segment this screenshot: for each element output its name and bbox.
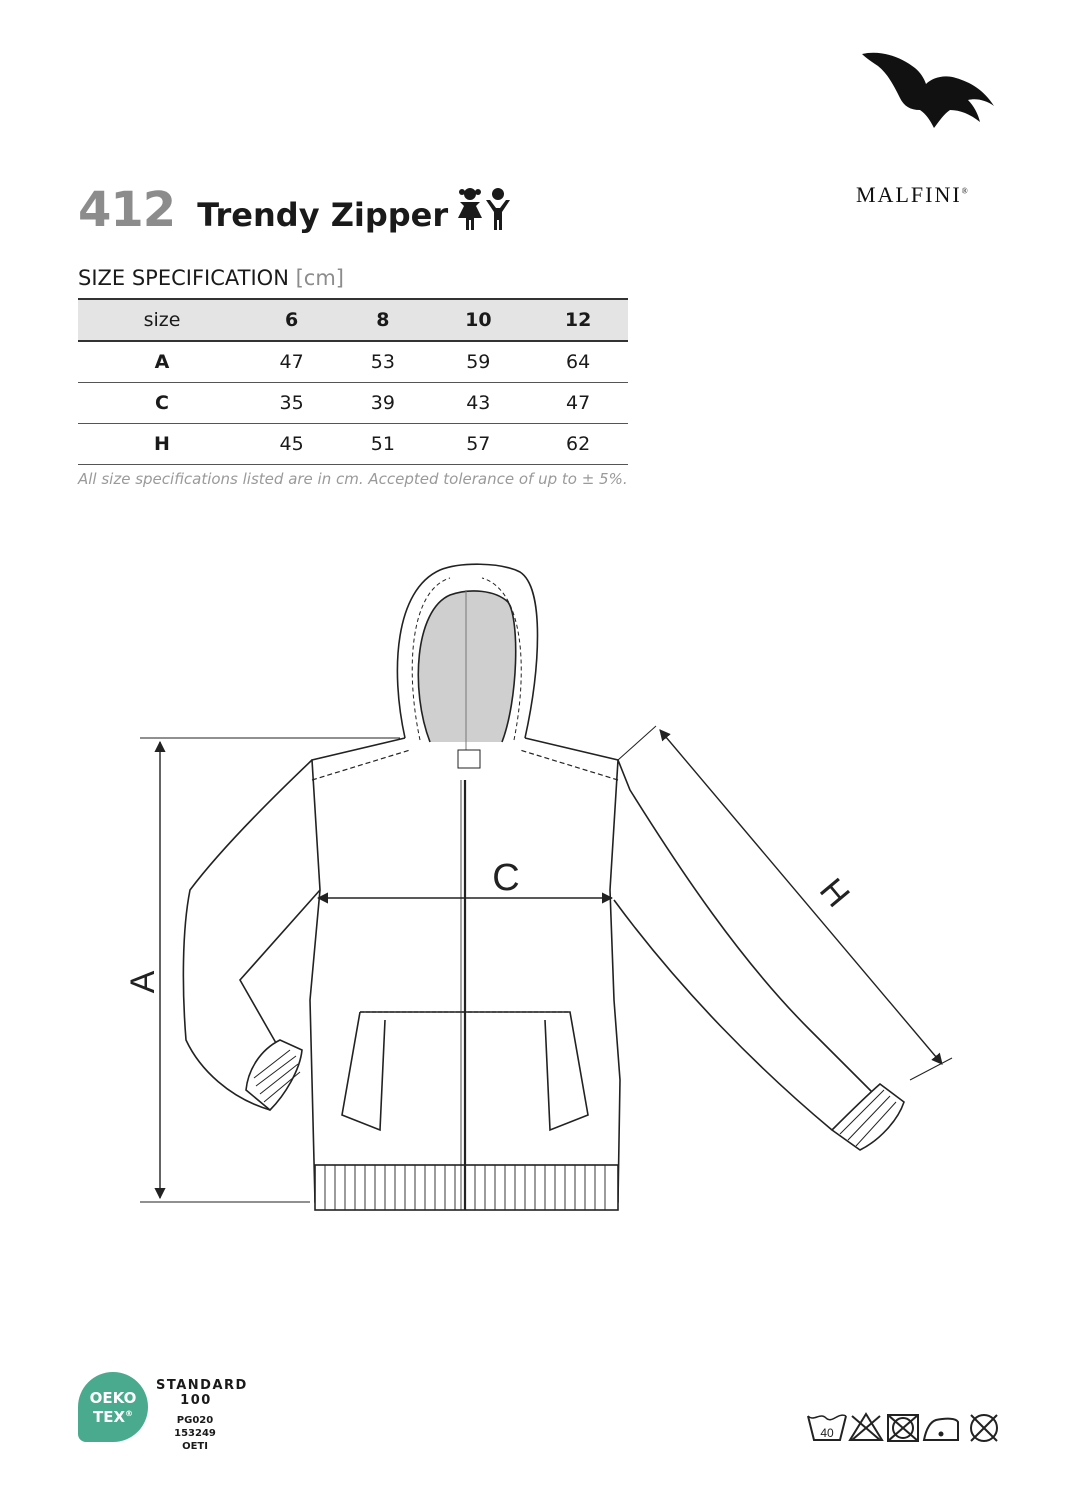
table-cell: 53 bbox=[370, 351, 395, 373]
no-tumble-dry-icon bbox=[888, 1415, 918, 1441]
table-cell: 59 bbox=[466, 351, 491, 373]
spec-title: SIZE SPECIFICATION [cm] bbox=[78, 266, 344, 290]
dimension-label-h: H bbox=[811, 871, 857, 915]
wash-40-icon bbox=[808, 1415, 846, 1440]
table-row bbox=[78, 424, 628, 465]
table-cell: 57 bbox=[466, 433, 491, 455]
table-cell: 35 bbox=[279, 392, 304, 414]
column-header: 6 bbox=[284, 309, 299, 331]
dimension-label-c: C bbox=[492, 857, 520, 899]
column-header: 8 bbox=[376, 309, 390, 331]
table-cell: 45 bbox=[279, 433, 304, 455]
table-cell: 62 bbox=[566, 433, 591, 455]
product-name: Trendy Zipper bbox=[197, 196, 449, 234]
care-symbols bbox=[806, 1410, 1006, 1446]
column-header: size bbox=[143, 309, 181, 331]
oeko-code: PG020 153249 OETI bbox=[174, 1415, 216, 1452]
product-code: 412 bbox=[78, 182, 176, 238]
size-table bbox=[78, 298, 628, 465]
svg-text:40: 40 bbox=[820, 1426, 834, 1440]
brand-name: MALFINI® bbox=[856, 182, 970, 207]
table-cell: 47 bbox=[279, 351, 304, 373]
column-header: 10 bbox=[465, 309, 492, 331]
brand-logo bbox=[852, 48, 1012, 207]
table-cell: 39 bbox=[370, 392, 395, 414]
kids-icon bbox=[456, 186, 514, 232]
no-bleach-icon bbox=[850, 1414, 882, 1440]
table-row bbox=[78, 341, 628, 383]
row-label: H bbox=[154, 433, 170, 455]
iron-low-icon bbox=[924, 1419, 958, 1440]
table-cell: 64 bbox=[566, 351, 591, 373]
table-row bbox=[78, 383, 628, 424]
garment-drawing bbox=[120, 550, 980, 1230]
no-dry-clean-icon bbox=[971, 1415, 997, 1441]
row-label: A bbox=[154, 351, 170, 373]
tolerance-note: All size specifications listed are in cm. Accepted tolerance of up to ± 5%. bbox=[78, 470, 628, 488]
eagle-icon bbox=[860, 48, 1000, 130]
oeko-tex-badge: OEKO TEX® bbox=[78, 1372, 148, 1442]
row-label: C bbox=[155, 392, 169, 414]
table-cell: 43 bbox=[466, 392, 491, 414]
column-header: 12 bbox=[564, 309, 592, 331]
table-cell: 47 bbox=[566, 392, 591, 414]
product-title bbox=[78, 180, 514, 240]
table-cell: 51 bbox=[370, 433, 395, 455]
oeko-standard: STANDARD 100 bbox=[156, 1378, 248, 1408]
table-header-row bbox=[78, 299, 628, 341]
dimension-label-a: A bbox=[124, 970, 162, 994]
